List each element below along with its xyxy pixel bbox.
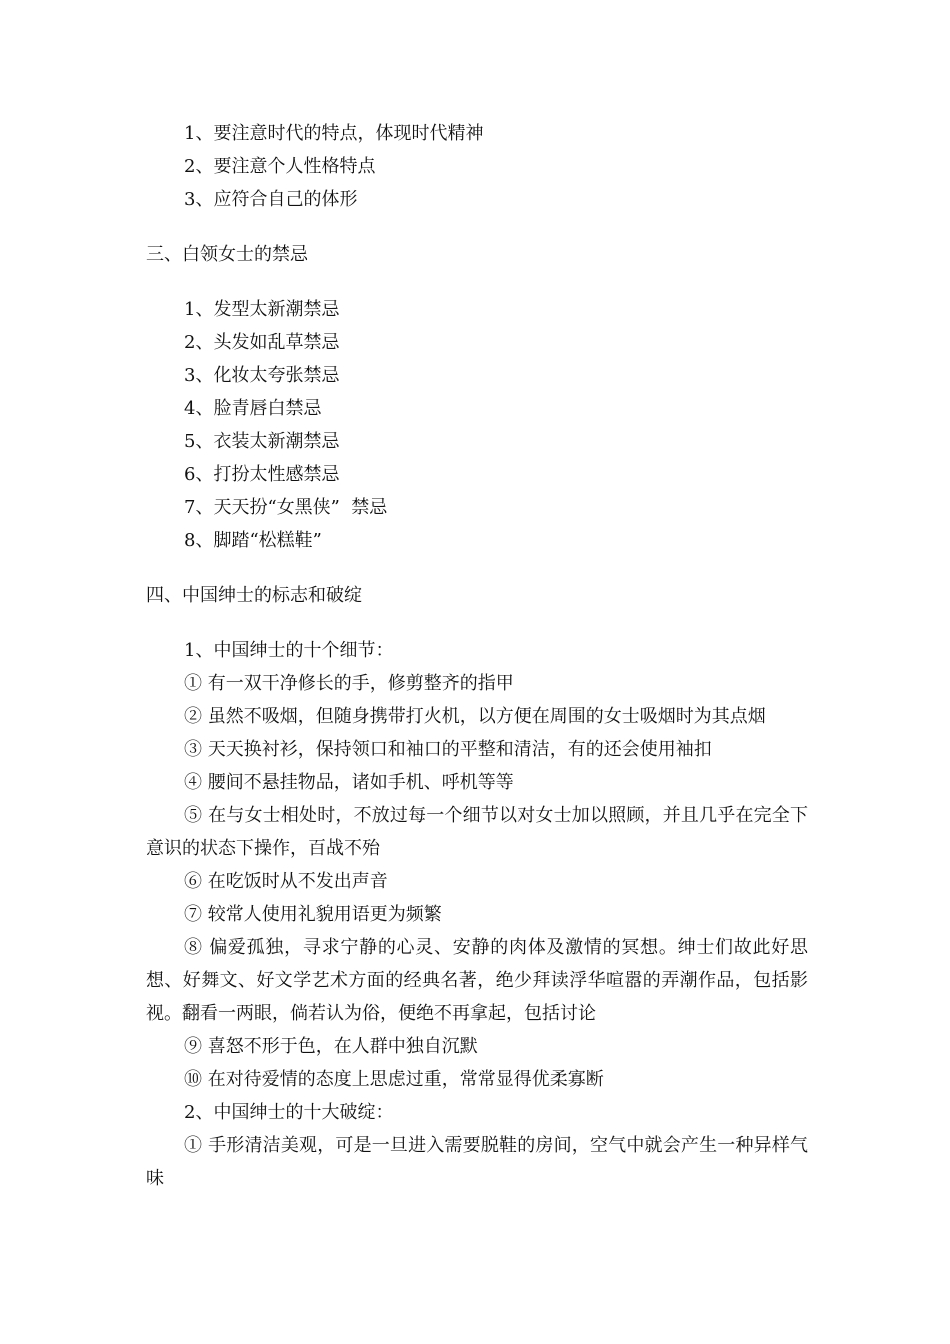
list-item: 5、衣装太新潮禁忌	[184, 431, 340, 452]
list-item: ① 手形清洁美观，可是一旦进入需要脱鞋的房间，空气中就会产生一种异样气味	[146, 1135, 808, 1189]
section-3-heading: 三、白领女士的禁忌	[146, 244, 308, 265]
list-item: 2、要注意个人性格特点	[184, 156, 376, 177]
list-item: ⑩ 在对待爱情的态度上思虑过重，常常显得优柔寡断	[184, 1069, 604, 1090]
list-item: 3、应符合自己的体形	[184, 189, 358, 210]
list-item: ⑤ 在与女士相处时，不放过每一个细节以对女士加以照顾，并且几乎在完全下意识的状态下操作，百战不殆	[146, 805, 808, 859]
document-body	[146, 117, 808, 1195]
list-item: ④ 腰间不悬挂物品，诸如手机、呼机等等	[184, 772, 514, 793]
list-item: 1、发型太新潮禁忌	[184, 299, 340, 320]
section-4-content	[146, 634, 808, 1195]
list-item: 2、头发如乱草禁忌	[184, 332, 340, 353]
list-item: 6、打扮太性感禁忌	[184, 464, 340, 485]
list-item: ② 虽然不吸烟，但随身携带打火机，以方便在周围的女士吸烟时为其点烟	[184, 706, 766, 727]
section-3-list	[146, 293, 808, 557]
list-item: 8、脚踏“松糕鞋”	[184, 530, 322, 551]
list-item: ⑧ 偏爱孤独，寻求宁静的心灵、安静的肉体及激情的冥想。绅士们故此好思想、好舞文、好文学艺术方面的经典名著，绝少拜读浮华喧嚣的弄潮作品，包括影视。翻看一两眼，倘若认为俗，便绝不再拿起，包括讨论	[146, 937, 808, 1024]
list-item: ⑦ 较常人使用礼貌用语更为频繁	[184, 904, 442, 925]
section-4-heading: 四、中国绅士的标志和破绽	[146, 585, 362, 606]
list-item: 1、要注意时代的特点，体现时代精神	[184, 123, 484, 144]
subsection-title: 2、中国绅士的十大破绽：	[184, 1102, 394, 1123]
list-item: ③ 天天换衬衫，保持领口和袖口的平整和清洁，有的还会使用袖扣	[184, 739, 712, 760]
list-item: ① 有一双干净修长的手，修剪整齐的指甲	[184, 673, 514, 694]
list-item: 4、脸青唇白禁忌	[184, 398, 322, 419]
section-2-list	[146, 117, 808, 216]
list-item: ⑥ 在吃饭时从不发出声音	[184, 871, 388, 892]
subsection-title: 1、中国绅士的十个细节：	[184, 640, 394, 661]
list-item: 7、天天扮“女黑侠” 禁忌	[184, 497, 388, 518]
list-item: 3、化妆太夸张禁忌	[184, 365, 340, 386]
list-item: ⑨ 喜怒不形于色，在人群中独自沉默	[184, 1036, 478, 1057]
